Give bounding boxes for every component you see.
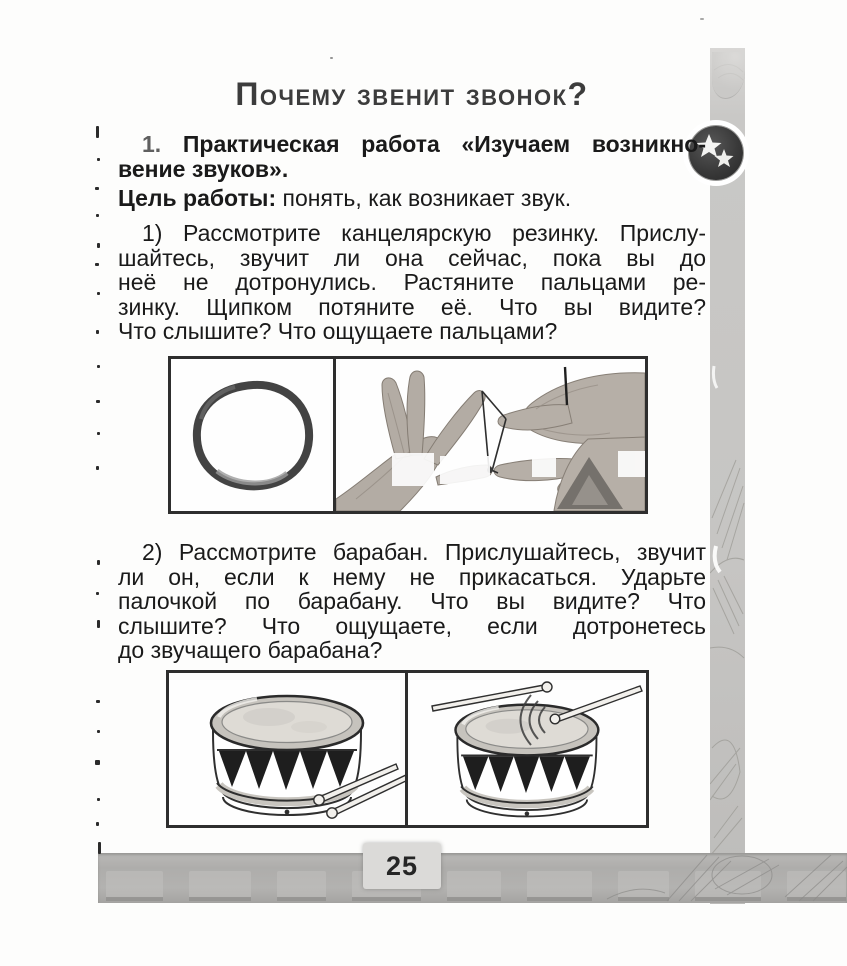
task-heading-line [118, 132, 706, 157]
scan-speck [700, 18, 704, 20]
scan-speck [97, 798, 100, 801]
text-line: неё не дотронулись. Растяните пальцами ре- [118, 269, 706, 295]
scan-speck [97, 432, 100, 435]
rubber-band-photo [171, 359, 333, 511]
text-line: 2) Рассмотрите барабан. Прислушайтесь, звучит [142, 539, 706, 565]
text-line: зинку. Щипком потяните её. Что вы видите? [118, 293, 706, 320]
bottom-scan-band [98, 853, 847, 903]
page-title: Почему звенит звонок? [235, 76, 589, 112]
goal-label: Цель работы: [118, 185, 277, 211]
text-line: палочкой по барабану. Что вы видите? Что [118, 588, 706, 614]
hands-stretching-rubber-band-photo [333, 359, 645, 511]
star-icon [715, 149, 734, 167]
text-line: ли он, если к нему не прикасаться. Ударьте [118, 563, 706, 590]
scan-speck [97, 730, 100, 733]
scan-speck [97, 158, 100, 161]
task-heading-line: вение звуков». [118, 155, 289, 182]
scan-speck [97, 365, 100, 368]
scan-speck [330, 57, 333, 59]
text-line: 1) Рассмотрите канцелярскую резинку. Прислу- [142, 220, 706, 246]
scan-speck [97, 243, 100, 248]
step1-paragraph [118, 221, 706, 344]
scan-speck [96, 400, 100, 403]
scan-speck [95, 187, 99, 190]
figure-rubber-band [168, 356, 648, 514]
text-line: Что слышите? Что ощущаете пальцами? [118, 318, 558, 344]
figure-drums [166, 670, 649, 828]
scan-speck [98, 842, 101, 854]
pencil-doodles-band [547, 853, 847, 903]
text-line: до звучащего барабана? [118, 637, 383, 663]
scan-speck [97, 620, 100, 628]
page-number: 25 [363, 843, 441, 889]
scan-speck [96, 126, 99, 138]
task-heading [118, 132, 706, 181]
scan-speck [97, 292, 100, 295]
scan-speck [97, 560, 100, 565]
text-line: шайтесь, звучит ли она сейчас, пока вы до [118, 244, 706, 271]
task-number: 1. [142, 131, 162, 157]
scan-speck [96, 592, 99, 595]
text-line: слышите? Что ощущаете, если дотронетесь [118, 612, 706, 639]
scan-speck [96, 466, 99, 470]
drum-with-sticks-illustration [169, 673, 405, 825]
drum-being-struck-illustration [405, 673, 646, 825]
task-heading-text: Практическая работа «Изучаем возникно- [182, 131, 706, 157]
step2-paragraph [118, 540, 706, 663]
scan-speck [96, 822, 99, 826]
scan-speck [95, 263, 99, 266]
scan-speck [96, 330, 99, 334]
scan-speck [96, 700, 100, 703]
scan-speck [95, 760, 100, 765]
goal-text: понять, как возникает звук. [282, 185, 572, 211]
goal-line [118, 186, 706, 211]
scan-speck [96, 214, 99, 217]
